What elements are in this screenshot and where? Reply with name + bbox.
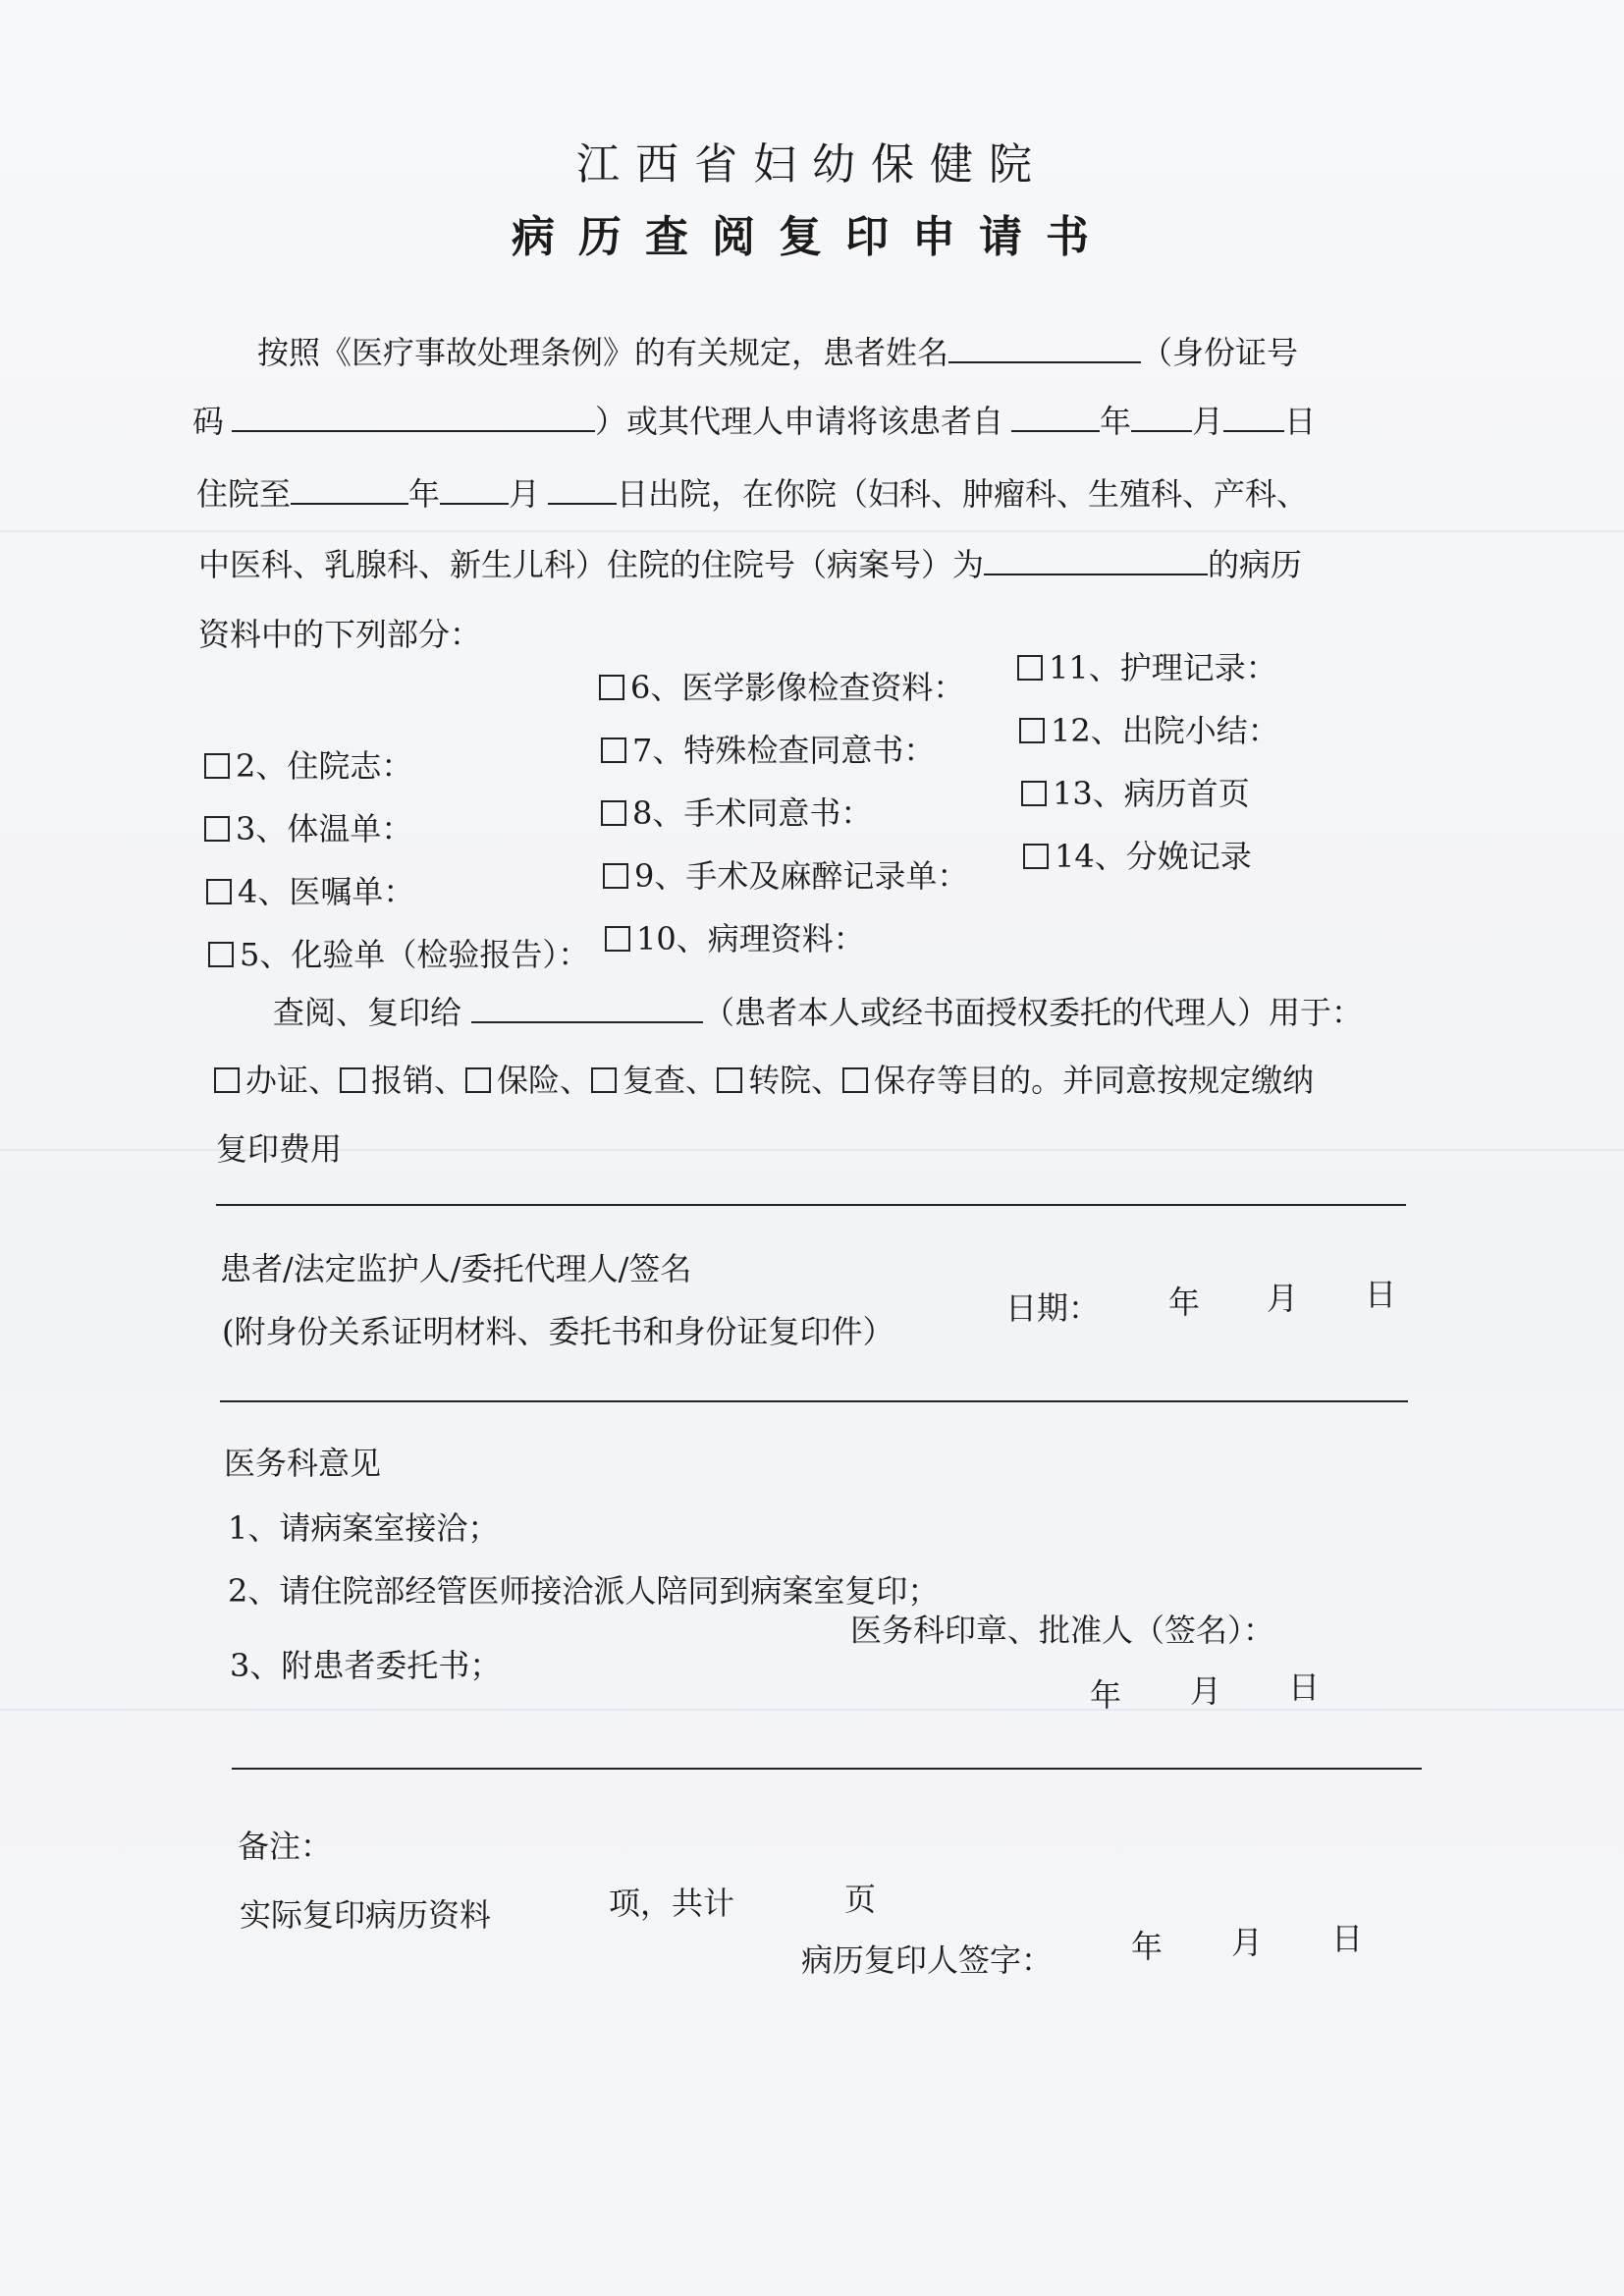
hospital-name: 江西省妇幼保健院 (576, 139, 1048, 190)
paper-fold (0, 1709, 1624, 1711)
checkbox[interactable] (206, 879, 232, 904)
signature-label: 患者/法定监护人/委托代理人/签名 (220, 1250, 692, 1287)
signature-year: 年 (1168, 1284, 1201, 1321)
checkbox[interactable] (204, 816, 230, 842)
checkbox-item-9[interactable]: 9、手术及麻醉记录单： (603, 856, 968, 896)
section-divider (232, 1768, 1422, 1770)
checkbox-item-13[interactable]: 13、病历首页 (1021, 774, 1250, 813)
purpose-line-1: 查阅、复印给 （患者本人或经书面授权委托的代理人）用于： (273, 994, 1364, 1031)
checkbox-item-7[interactable]: 7、特殊检查同意书： (601, 731, 935, 770)
copied-items-label: 实际复印病历资料 (240, 1896, 492, 1934)
signature-month: 月 (1267, 1280, 1299, 1317)
paper-fold (0, 530, 1624, 532)
opinion-item-1: 1、请病案室接洽； (228, 1509, 500, 1547)
remarks-title: 备注： (238, 1828, 333, 1865)
copy-fee-label: 复印费用 (216, 1130, 343, 1168)
checkbox-item-14[interactable]: 14、分娩记录 (1023, 837, 1252, 876)
intro-line-3: 住院至 年 月 日出院，在你院（妇科、肿瘤科、生殖科、产科、 (196, 475, 1309, 513)
recipient-field[interactable] (471, 992, 703, 1023)
checkbox[interactable] (591, 1067, 617, 1093)
checkbox[interactable] (605, 926, 630, 952)
checkbox-item-11[interactable]: 11、护理记录： (1017, 648, 1277, 687)
patient-name-field[interactable] (948, 332, 1141, 363)
copied-total-label: 项，共计 (609, 1885, 735, 1922)
intro-line-5: 资料中的下列部分： (198, 616, 482, 653)
checkbox[interactable] (1019, 718, 1045, 743)
checkbox-item-3[interactable]: 3、体温单： (204, 809, 412, 848)
checkbox[interactable] (204, 753, 230, 779)
section-divider (220, 1400, 1408, 1402)
copied-pages-label: 页 (844, 1881, 877, 1918)
checkbox-item-8[interactable]: 8、手术同意书： (601, 793, 872, 833)
copier-month: 月 (1231, 1924, 1264, 1961)
checkbox[interactable] (208, 942, 234, 967)
signature-date-label: 日期： (1005, 1289, 1101, 1327)
checkbox[interactable] (717, 1067, 742, 1093)
copier-signature-label: 病历复印人签字： (801, 1941, 1054, 1979)
inpatient-number-field[interactable] (984, 544, 1208, 575)
approval-day: 日 (1288, 1668, 1321, 1706)
checkbox-item-4[interactable]: 4、医嘱单： (206, 872, 414, 911)
id-number-field[interactable] (232, 401, 595, 432)
checkbox[interactable] (601, 738, 626, 763)
checkbox-item-12[interactable]: 12、出院小结： (1019, 711, 1279, 750)
signature-day: 日 (1365, 1276, 1397, 1313)
checkbox[interactable] (1023, 844, 1049, 869)
purpose-options: 办证、 报销、 保险、 复查、 转院、 保存等目的。并同意按规定缴纳 (214, 1061, 1314, 1100)
checkbox[interactable] (1017, 655, 1043, 681)
checkbox-item-2[interactable]: 2、住院志： (204, 746, 412, 786)
approval-month: 月 (1190, 1672, 1222, 1710)
approval-year: 年 (1090, 1676, 1122, 1714)
admit-year-field[interactable] (1011, 401, 1100, 432)
discharge-month-field[interactable] (440, 473, 509, 505)
checkbox[interactable] (599, 675, 624, 700)
signature-note: (附身份关系证明材料、委托书和身份证复印件） (222, 1313, 894, 1350)
discharge-year-field[interactable] (291, 473, 408, 505)
approver-label: 医务科印章、批准人（签名）： (850, 1612, 1275, 1649)
opinion-item-2: 2、请住院部经管医师接洽派人陪同到病案室复印； (228, 1572, 940, 1610)
section-divider (216, 1204, 1406, 1206)
opinion-item-3: 3、附患者委托书； (230, 1647, 502, 1684)
checkbox[interactable] (603, 863, 628, 889)
discharge-day-field[interactable] (548, 473, 617, 505)
admit-day-field[interactable] (1223, 401, 1284, 432)
intro-line-2: 码 ）或其代理人申请将该患者自 年 月 日 (192, 403, 1317, 440)
checkbox[interactable] (601, 800, 626, 826)
copier-year: 年 (1131, 1928, 1164, 1965)
checkbox[interactable] (465, 1067, 491, 1093)
checkbox[interactable] (1021, 781, 1047, 806)
admit-month-field[interactable] (1131, 401, 1192, 432)
intro-line-4: 中医科、乳腺科、新生儿科）住院的住院号（病案号）为 的病历 (198, 546, 1303, 583)
copier-day: 日 (1331, 1920, 1364, 1957)
opinion-title: 医务科意见 (224, 1445, 382, 1482)
checkbox[interactable] (214, 1067, 240, 1093)
checkbox[interactable] (340, 1067, 365, 1093)
checkbox-item-10[interactable]: 10、病理资料： (605, 919, 865, 958)
checkbox-item-5[interactable]: 5、化验单（检验报告）： (208, 935, 589, 974)
form-title: 病历查阅复印申请书 (512, 212, 1112, 262)
intro-line-1: 按照《医疗事故处理条例》的有关规定，患者姓名 （身份证号 (257, 334, 1299, 371)
checkbox-item-6[interactable]: 6、医学影像检查资料： (599, 668, 964, 707)
checkbox[interactable] (842, 1067, 868, 1093)
